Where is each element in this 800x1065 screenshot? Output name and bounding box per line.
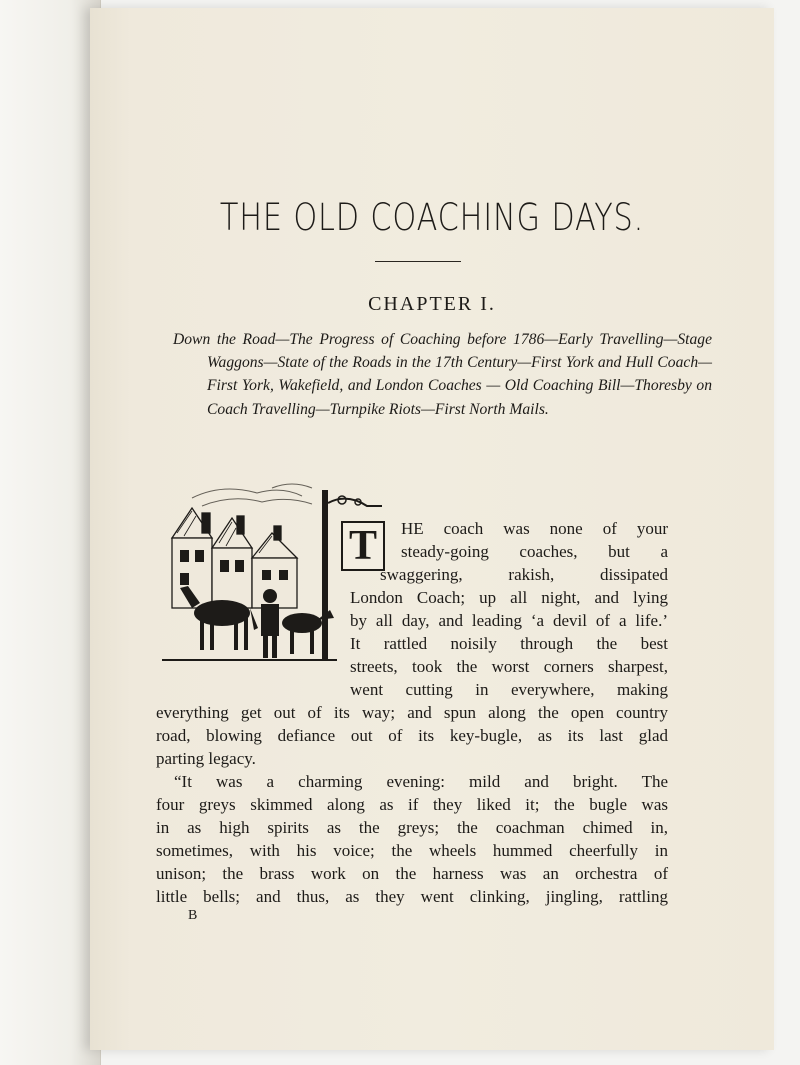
body-line: swaggering, rakish, dissipated [380, 565, 668, 584]
body-line: “It was a charming evening: mild and bright. The [174, 772, 668, 791]
body-line: It rattled noisily through the best [350, 634, 668, 653]
signature-mark: B [188, 908, 198, 923]
body-line: streets, took the worst corners sharpest, [350, 657, 668, 676]
title-divider [375, 261, 461, 262]
book-page [90, 8, 774, 1050]
drop-cap: T [341, 521, 385, 571]
page-title: THE OLD COACHING DAYS. [219, 196, 645, 239]
body-line: road, blowing defiance out of its key-bugle, as its last glad [156, 726, 668, 745]
body-line: sometimes, with his voice; the wheels hummed cheerfully in [156, 841, 668, 860]
body-line: four greys skimmed along as if they liked it; the bugle was [156, 795, 668, 814]
body-line: little bells; and thus, as they went clinking, jingling, rattling [156, 887, 668, 906]
body-line: steady-going coaches, but a [401, 542, 668, 561]
chapter-summary: Down the Road—The Progress of Coaching before 1786—Early Travelling—Stage Waggons—State of the Roads in the 17th Century—First York and Hull Coach—First York, Wakefield, and London Coaches — Old Coaching Bill—Thoresby on Coach Travelling—Turnpike Riots—First North Mails. [173, 331, 712, 418]
body-line: by all day, and leading ‘a devil of a life.’ [350, 611, 668, 630]
body-line: went cutting in everywhere, making [350, 680, 668, 699]
chapter-heading: CHAPTER I. [368, 293, 496, 315]
body-line: London Coach; up all night, and lying [350, 588, 668, 607]
body-line: in as high spirits as the greys; the coachman chimed in, [156, 818, 668, 837]
body-line: parting legacy. [156, 749, 256, 768]
body-line: unison; the brass work on the harness was an orchestra of [156, 864, 668, 883]
body-line: HE coach was none of your [401, 519, 668, 538]
left-page-edge [0, 0, 101, 1065]
body-line: everything get out of its way; and spun along the open country [156, 703, 668, 722]
